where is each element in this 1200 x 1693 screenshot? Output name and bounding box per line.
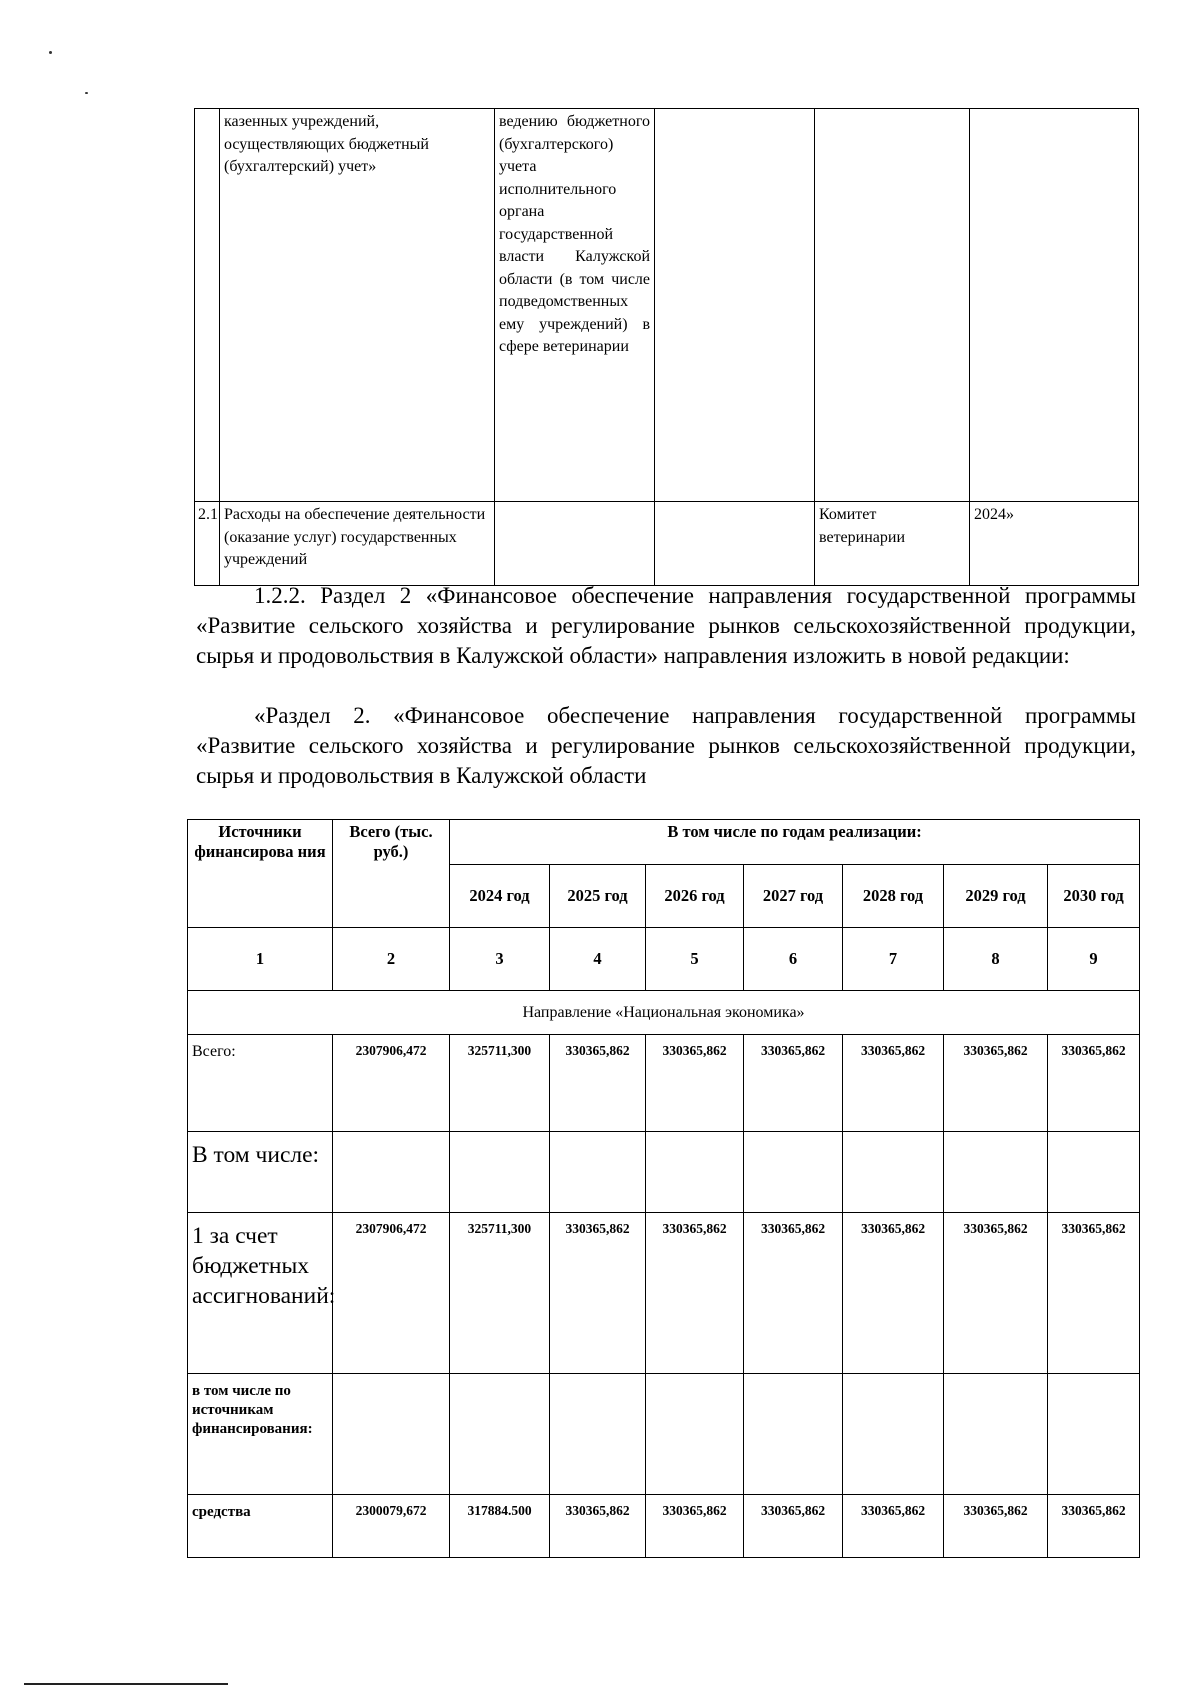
- paragraph-text: «Раздел 2. «Финансовое обеспечение направления государственной программы «Развитие сельского хозяйства и регулирование рынков сельскохозяйственной продукции, сырья и продовольствия в Калужской области: [196, 703, 1136, 788]
- header-year: 2025 год: [550, 865, 646, 928]
- top-table-row: [195, 109, 1139, 502]
- value-cell: 330365,862: [944, 1213, 1048, 1374]
- table-row: [188, 1213, 1140, 1374]
- value-cell: [450, 1374, 550, 1495]
- value-cell: [744, 1132, 843, 1213]
- paragraph-section-title: [196, 701, 1136, 791]
- value-cell: 330365,862: [646, 1495, 744, 1558]
- header-year: 2026 год: [646, 865, 744, 928]
- column-number: 1: [188, 928, 333, 991]
- finance-table: [187, 819, 1140, 1558]
- column-number: 2: [333, 928, 450, 991]
- row-label: средства: [188, 1495, 333, 1558]
- value-cell: 330365,862: [1048, 1495, 1140, 1558]
- value-cell: 330365,862: [744, 1495, 843, 1558]
- table-row: [188, 1374, 1140, 1495]
- empty-cell: [815, 109, 970, 502]
- value-cell: 330365,862: [550, 1035, 646, 1132]
- value-cell: 330365,862: [944, 1035, 1048, 1132]
- section-title: Направление «Национальная экономика»: [188, 991, 1140, 1035]
- value-cell: [550, 1374, 646, 1495]
- value-cell: [843, 1374, 944, 1495]
- value-cell: [450, 1132, 550, 1213]
- header-year: 2028 год: [843, 865, 944, 928]
- row-number-cell: [195, 109, 220, 502]
- empty-cell: [655, 502, 815, 586]
- header-year: 2027 год: [744, 865, 843, 928]
- row-label: в том числе по источникам финансирования:: [188, 1374, 333, 1495]
- value-cell: [646, 1132, 744, 1213]
- scan-speck: [49, 51, 52, 54]
- empty-cell: [495, 502, 655, 586]
- row-label: Всего:: [188, 1035, 333, 1132]
- value-cell: 330365,862: [744, 1035, 843, 1132]
- value-cell: 330365,862: [843, 1035, 944, 1132]
- value-cell: 325711,300: [450, 1035, 550, 1132]
- column-number: 7: [843, 928, 944, 991]
- row-label: В том числе:: [188, 1132, 333, 1213]
- header-by-years: В том числе по годам реализации:: [450, 820, 1140, 865]
- paragraph-text: 1.2.2. Раздел 2 «Финансовое обеспечение направления государственной программы «Развитие сельского хозяйства и регулирование рынков сельскохозяйственной продукции, сырья и продовольствия в Калужской области» направления изложить в новой редакции:: [196, 583, 1136, 668]
- column-number: 3: [450, 928, 550, 991]
- value-cell: [944, 1374, 1048, 1495]
- value-cell: 330365,862: [1048, 1035, 1140, 1132]
- value-cell: [1048, 1132, 1140, 1213]
- value-cell: 330365,862: [646, 1035, 744, 1132]
- value-cell: 330365,862: [843, 1213, 944, 1374]
- value-cell: 2307906,472: [333, 1213, 450, 1374]
- value-cell: 317884.500: [450, 1495, 550, 1558]
- value-cell: 330365,862: [843, 1495, 944, 1558]
- column-numbers-row: [188, 928, 1140, 991]
- value-cell: [550, 1132, 646, 1213]
- column-number: 8: [944, 928, 1048, 991]
- table-row: [188, 1495, 1140, 1558]
- header-year: 2030 год: [1048, 865, 1140, 928]
- value-cell: 330365,862: [550, 1495, 646, 1558]
- value-cell: 330365,862: [944, 1495, 1048, 1558]
- column-number: 4: [550, 928, 646, 991]
- column-number: 9: [1048, 928, 1140, 991]
- value-cell: [646, 1374, 744, 1495]
- value-cell: [1048, 1374, 1140, 1495]
- executor-cell: Комитет ветеринарии: [815, 502, 970, 586]
- value-cell: 325711,300: [450, 1213, 550, 1374]
- table-row: [188, 1132, 1140, 1213]
- value-cell: [333, 1374, 450, 1495]
- column-number: 5: [646, 928, 744, 991]
- year-cell: 2024»: [970, 502, 1139, 586]
- value-cell: 330365,862: [1048, 1213, 1140, 1374]
- top-table: [194, 108, 1139, 586]
- value-cell: [744, 1374, 843, 1495]
- value-cell: 330365,862: [550, 1213, 646, 1374]
- empty-cell: [655, 109, 815, 502]
- value-cell: 2307906,472: [333, 1035, 450, 1132]
- header-source: Источники финансирова ния: [188, 820, 333, 928]
- row-name-cell: Расходы на обеспечение деятельности (оказание услуг) государственных учреждений: [220, 502, 495, 586]
- row-description-cell: ведению бюджетного (бухгалтерского) учета исполнительного органа государственной власти Калужской области (в том числе подведомственных ему учреждений) в сфере ветеринарии: [495, 109, 655, 502]
- value-cell: 330365,862: [744, 1213, 843, 1374]
- table-row: [188, 1035, 1140, 1132]
- header-total: Всего (тыс. руб.): [333, 820, 450, 928]
- value-cell: [333, 1132, 450, 1213]
- paragraph-amendment: [196, 581, 1136, 671]
- value-cell: [944, 1132, 1048, 1213]
- footer-rule: [24, 1683, 228, 1685]
- value-cell: [843, 1132, 944, 1213]
- column-number: 6: [744, 928, 843, 991]
- row-label: 1 за счет бюджетных ассигнований:: [188, 1213, 333, 1374]
- header-year: 2024 год: [450, 865, 550, 928]
- section-row: [188, 991, 1140, 1035]
- row-name-cell: казенных учреждений, осуществляющих бюджетный (бухгалтерский) учет»: [220, 109, 495, 502]
- value-cell: 330365,862: [646, 1213, 744, 1374]
- scan-speck: [85, 92, 88, 94]
- header-row: [188, 820, 1140, 865]
- row-number-cell: 2.1: [195, 502, 220, 586]
- header-year: 2029 год: [944, 865, 1048, 928]
- value-cell: 2300079,672: [333, 1495, 450, 1558]
- top-table-row: [195, 502, 1139, 586]
- empty-cell: [970, 109, 1139, 502]
